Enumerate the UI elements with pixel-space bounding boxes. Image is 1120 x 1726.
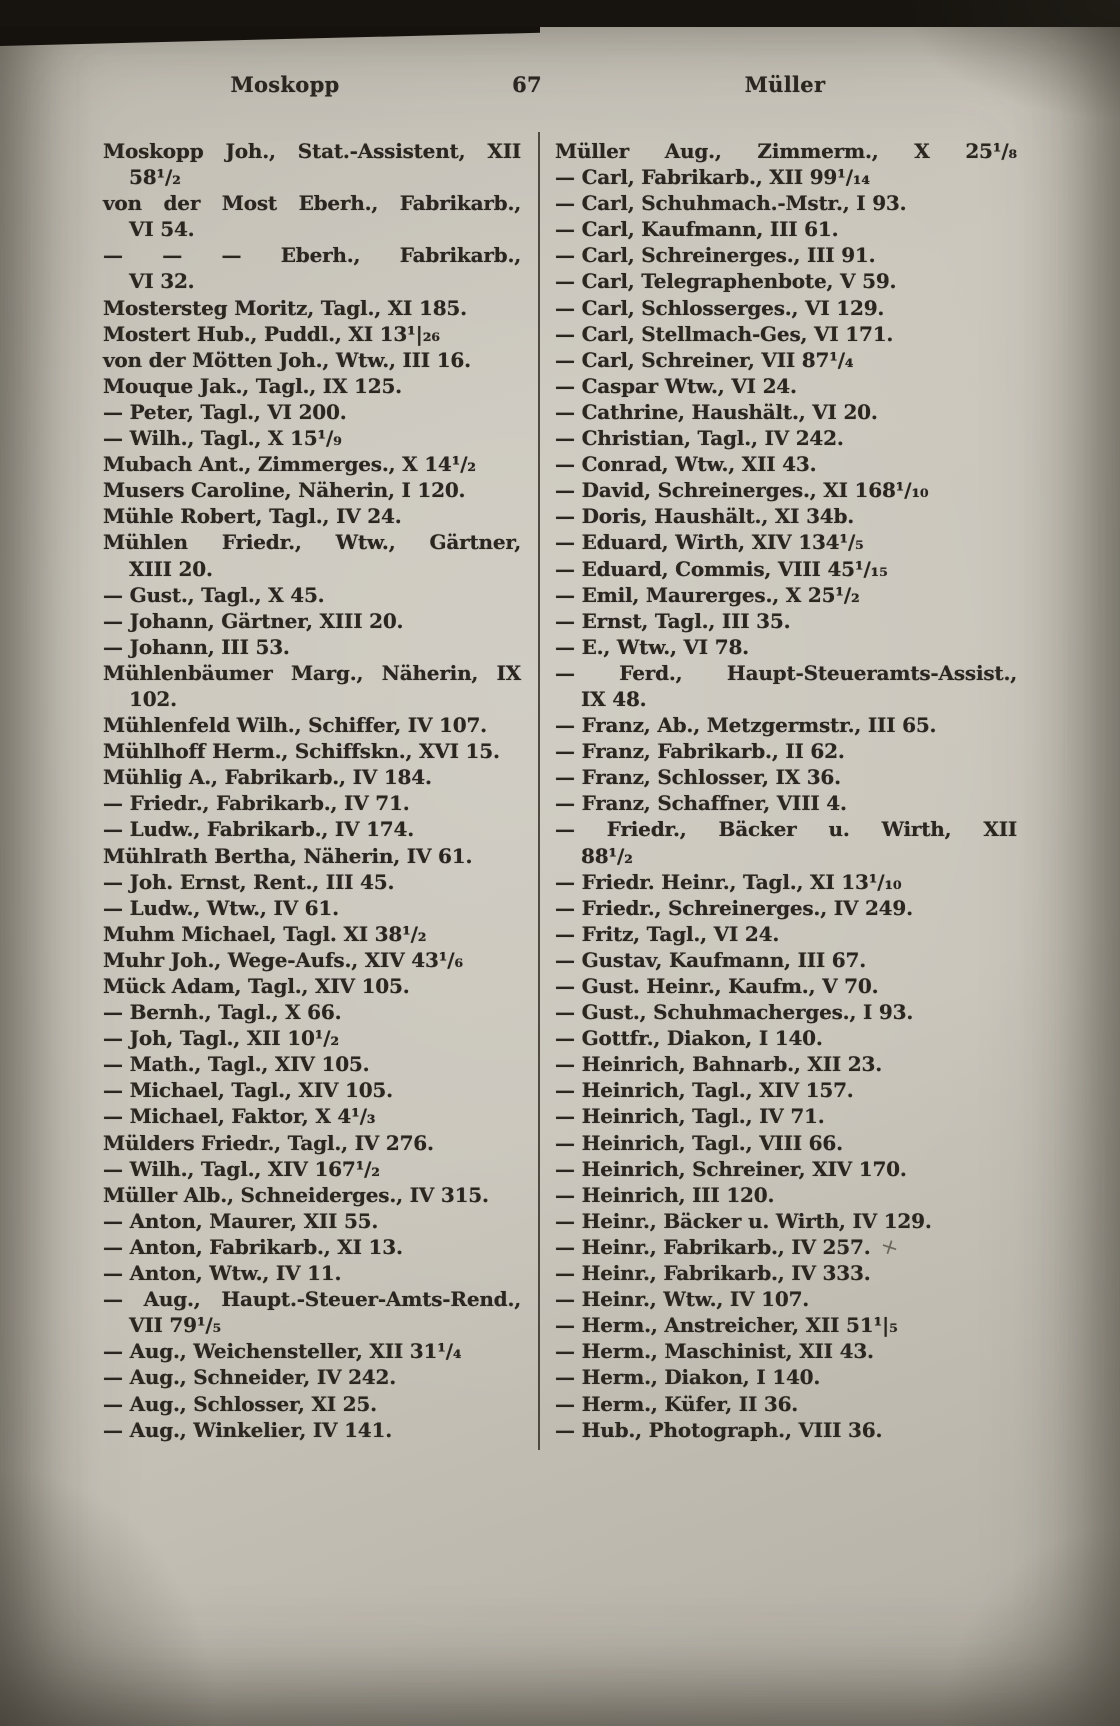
- directory-line: — Friedr., Fabrikarb., IV 71.: [103, 791, 410, 816]
- directory-line: 88¹/₂: [581, 843, 633, 868]
- directory-line: — Eduard, Wirth, XIV 134¹/₅: [555, 530, 864, 555]
- directory-line: — Carl, Telegraphenbote, V 59.: [555, 269, 897, 294]
- header-keyword-right: Müller: [744, 72, 826, 97]
- directory-line: — Doris, Haushält., XI 34b.: [555, 504, 855, 529]
- directory-line: — Friedr. Heinr., Tagl., XI 13¹/₁₀: [555, 869, 902, 894]
- directory-line: — Herm., Maschinist, XII 43.: [555, 1339, 874, 1364]
- directory-line: Moskopp Joh., Stat.-Assistent, XII: [103, 139, 521, 163]
- directory-line: — Franz, Schlosser, IX 36.: [555, 765, 841, 790]
- directory-line: — Carl, Schuhmach.-Mstr., I 93.: [555, 191, 907, 216]
- directory-line: — Herm., Küfer, II 36.: [555, 1391, 799, 1416]
- directory-line: Mühlenfeld Wilh., Schiffer, IV 107.: [103, 713, 487, 738]
- directory-line: Muhm Michael, Tagl. XI 38¹/₂: [103, 921, 427, 946]
- directory-line: — Wilh., Tagl., X 15¹/₉: [103, 426, 342, 451]
- paper-smudge-bottom-right: [940, 1526, 1120, 1726]
- directory-line: — Johann, Gärtner, XIII 20.: [103, 608, 404, 633]
- directory-line: VI 54.: [129, 217, 195, 242]
- directory-line: Müller Alb., Schneiderges., IV 315.: [103, 1182, 489, 1207]
- directory-line: 102.: [129, 686, 177, 711]
- directory-line: VI 32.: [129, 269, 195, 294]
- directory-line: — Aug., Weichensteller, XII 31¹/₄: [103, 1339, 462, 1364]
- directory-line: Mück Adam, Tagl., XIV 105.: [103, 974, 410, 998]
- directory-line: — Aug., Schneider, IV 242.: [103, 1365, 396, 1390]
- directory-line: — Gottfr., Diakon, I 140.: [555, 1026, 823, 1051]
- directory-line: — Friedr., Schreinerges., IV 249.: [555, 895, 913, 920]
- directory-line: Müller Aug., Zimmerm., X 25¹/₈: [555, 139, 1017, 163]
- directory-line: — Carl, Schreinerges., III 91.: [555, 243, 876, 268]
- directory-line: — Bernh., Tagl., X 66.: [103, 1000, 342, 1025]
- directory-line: — Heinrich, Tagl., XIV 157.: [555, 1078, 854, 1103]
- directory-line: von der Most Eberh., Fabrikarb.,: [103, 191, 521, 216]
- directory-line: — Emil, Maurerges., X 25¹/₂: [555, 582, 860, 607]
- directory-line: — Conrad, Wtw., XII 43.: [555, 452, 817, 477]
- directory-line: Mülders Friedr., Tagl., IV 276.: [103, 1130, 434, 1155]
- directory-line: VII 79¹/₅: [129, 1313, 222, 1338]
- directory-line: — Gust., Schuhmacherges., I 93.: [555, 1000, 914, 1025]
- pencil-mark: +: [877, 1232, 903, 1263]
- paper-smudge-bottom-left: [0, 1466, 220, 1726]
- directory-line: — Heinr., Wtw., IV 107.: [555, 1287, 810, 1312]
- directory-line: IX 48.: [581, 686, 647, 711]
- directory-line: XIII 20.: [129, 556, 213, 581]
- directory-line: — Herm., Diakon, I 140.: [555, 1365, 821, 1390]
- directory-line: — Aug., Winkelier, IV 141.: [103, 1417, 392, 1442]
- directory-line: — Math., Tagl., XIV 105.: [103, 1052, 370, 1077]
- directory-line: Mostert Hub., Puddl., XI 13¹|₂₆: [103, 321, 440, 346]
- running-header: [0, 72, 1120, 104]
- directory-line: — E., Wtw., VI 78.: [555, 634, 749, 659]
- page-number: 67: [512, 72, 542, 97]
- directory-line: — Heinrich, Tagl., IV 71.: [555, 1104, 825, 1129]
- directory-line: — Carl, Stellmach-Ges, VI 171.: [555, 321, 894, 346]
- directory-line: — Ernst, Tagl., III 35.: [555, 608, 791, 633]
- directory-line: Musers Caroline, Näherin, I 120.: [103, 478, 466, 503]
- directory-line: Mostersteg Moritz, Tagl., XI 185.: [103, 295, 467, 320]
- directory-line: — Carl, Schreiner, VII 87¹/₄: [555, 347, 854, 372]
- directory-line: — Ludw., Fabrikarb., IV 174.: [103, 817, 415, 842]
- directory-line: — Carl, Schlosserges., VI 129.: [555, 295, 885, 320]
- directory-line: Mühle Robert, Tagl., IV 24.: [103, 504, 402, 529]
- directory-line: — Gustav, Kaufmann, III 67.: [555, 947, 866, 972]
- directory-line: — Aug., Haupt.-Steuer-Amts-Rend.,: [103, 1287, 521, 1312]
- column-left: [103, 138, 521, 1443]
- directory-line: — Anton, Maurer, XII 55.: [103, 1208, 379, 1233]
- directory-line: Muhr Joh., Wege-Aufs., XIV 43¹/₆: [103, 947, 463, 972]
- directory-line: Mouque Jak., Tagl., IX 125.: [103, 373, 402, 398]
- directory-line: — Carl, Kaufmann, III 61.: [555, 217, 839, 242]
- directory-line: — David, Schreinerges., XI 168¹/₁₀: [555, 478, 929, 503]
- directory-line: 58¹/₂: [129, 165, 181, 190]
- directory-line: — Carl, Fabrikarb., XII 99¹/₁₄: [555, 165, 870, 190]
- directory-line: — Heinr., Fabrikarb., IV 333.: [555, 1261, 871, 1286]
- directory-line: — Gust. Heinr., Kaufm., V 70.: [555, 974, 879, 998]
- directory-line: — Cathrine, Haushält., VI 20.: [555, 399, 878, 424]
- directory-line: — Joh. Ernst, Rent., III 45.: [103, 869, 395, 894]
- directory-line: — Hub., Photograph., VIII 36.: [555, 1417, 883, 1442]
- directory-line: Mühlig A., Fabrikarb., IV 184.: [103, 765, 432, 790]
- directory-line: — Caspar Wtw., VI 24.: [555, 373, 797, 398]
- directory-line: — Anton, Fabrikarb., XI 13.: [103, 1234, 403, 1259]
- directory-line: — Friedr., Bäcker u. Wirth, XII: [555, 817, 1017, 842]
- directory-line: Mühlenbäumer Marg., Näherin, IX: [103, 660, 521, 685]
- directory-line: Mühlrath Bertha, Näherin, IV 61.: [103, 843, 473, 868]
- directory-line: — Michael, Tagl., XIV 105.: [103, 1078, 393, 1103]
- directory-line: — Michael, Faktor, X 4¹/₃: [103, 1104, 376, 1129]
- directory-line: — Aug., Schlosser, XI 25.: [103, 1391, 377, 1416]
- column-divider: [538, 132, 540, 1450]
- directory-line: Mühlhoff Herm., Schiffskn., XVI 15.: [103, 739, 500, 764]
- directory-line: — Eduard, Commis, VIII 45¹/₁₅: [555, 556, 888, 581]
- directory-line: — Heinrich, Schreiner, XIV 170.: [555, 1156, 907, 1181]
- directory-line: — Peter, Tagl., VI 200.: [103, 399, 347, 424]
- directory-line: — Franz, Ab., Metzgermstr., III 65.: [555, 713, 937, 738]
- directory-line: — Heinrich, III 120.: [555, 1182, 775, 1207]
- directory-line: — Gust., Tagl., X 45.: [103, 582, 325, 607]
- directory-line: — Fritz, Tagl., VI 24.: [555, 921, 780, 946]
- directory-line: — Heinr., Bäcker u. Wirth, IV 129.: [555, 1208, 932, 1233]
- directory-line: Mubach Ant., Zimmerges., X 14¹/₂: [103, 452, 476, 477]
- directory-line: — Anton, Wtw., IV 11.: [103, 1261, 342, 1286]
- directory-line: — Joh, Tagl., XII 10¹/₂: [103, 1026, 339, 1051]
- header-keyword-left: Moskopp: [230, 72, 340, 97]
- directory-line: — Heinrich, Bahnarb., XII 23.: [555, 1052, 883, 1077]
- directory-line: — Heinrich, Tagl., VIII 66.: [555, 1130, 843, 1155]
- directory-line: von der Mötten Joh., Wtw., III 16.: [103, 347, 471, 372]
- directory-line: — Franz, Fabrikarb., II 62.: [555, 739, 845, 764]
- directory-line: — Christian, Tagl., IV 242.: [555, 426, 844, 451]
- directory-line: — Heinr., Fabrikarb., IV 257. +: [555, 1232, 903, 1263]
- directory-line: — Johann, III 53.: [103, 634, 290, 659]
- directory-line: — Franz, Schaffner, VIII 4.: [555, 791, 847, 816]
- directory-line: Mühlen Friedr., Wtw., Gärtner,: [103, 530, 521, 555]
- directory-line: — — — Eberh., Fabrikarb.,: [103, 243, 521, 268]
- directory-line: — Wilh., Tagl., XIV 167¹/₂: [103, 1156, 380, 1181]
- directory-line: — Herm., Anstreicher, XII 51¹|₅: [555, 1313, 898, 1338]
- directory-line: — Ludw., Wtw., IV 61.: [103, 895, 339, 920]
- directory-line: — Ferd., Haupt-Steueramts-Assist.,: [555, 660, 1017, 685]
- column-right: [555, 138, 1017, 1443]
